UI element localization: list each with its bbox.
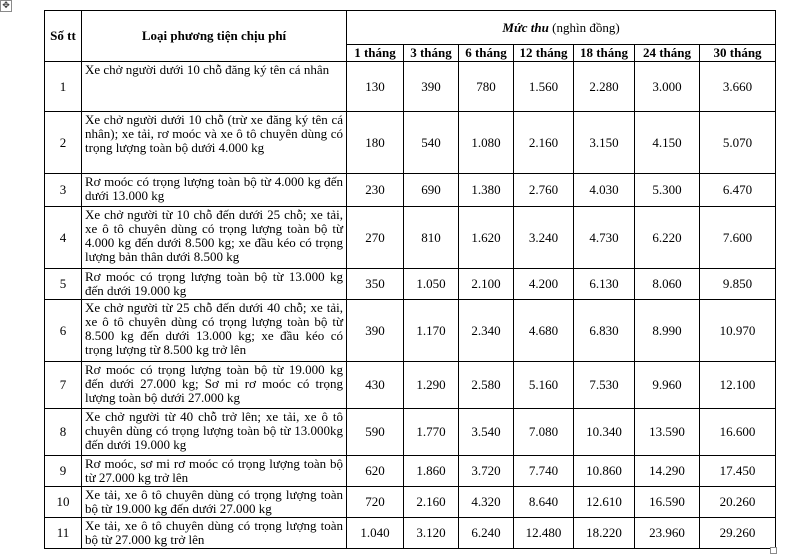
header-stt: Số tt [45,11,82,62]
table-row [45,269,776,300]
table-row [45,518,776,549]
fee-value: 1.290 [404,362,459,409]
row-number: 2 [45,112,82,174]
fee-value: 3.240 [514,207,574,269]
fee-value: 7.080 [514,409,574,456]
fee-value: 16.590 [635,487,700,518]
fee-value: 3.720 [459,456,514,487]
vehicle-description: Xe chở người dưới 10 chỗ (trừ xe đăng ký tên cá nhân); xe tải, rơ moóc và xe ô tô chuyên dùng có trọng lượng toàn bộ dưới 4.000 kg [82,112,347,174]
fee-value: 130 [347,62,404,112]
fee-value: 10.970 [700,300,776,362]
fee-value: 20.260 [700,487,776,518]
header-period: 6 tháng [459,45,514,62]
fee-value: 390 [347,300,404,362]
fee-value: 2.160 [514,112,574,174]
fee-value: 4.680 [514,300,574,362]
row-number: 7 [45,362,82,409]
row-number: 5 [45,269,82,300]
fee-value: 3.660 [700,62,776,112]
fee-value: 6.470 [700,174,776,207]
row-number: 3 [45,174,82,207]
fee-value: 1.170 [404,300,459,362]
fee-value: 13.590 [635,409,700,456]
table-row [45,112,776,174]
fee-table [44,10,776,549]
fee-value: 14.290 [635,456,700,487]
fee-value: 4.200 [514,269,574,300]
header-fee [347,11,776,45]
header-period: 1 tháng [347,45,404,62]
fee-value: 9.850 [700,269,776,300]
fee-value: 16.600 [700,409,776,456]
row-number: 11 [45,518,82,549]
fee-value: 720 [347,487,404,518]
fee-value: 10.860 [574,456,635,487]
fee-value: 1.380 [459,174,514,207]
fee-value: 4.730 [574,207,635,269]
fee-value: 590 [347,409,404,456]
vehicle-description: Rơ moóc có trọng lượng toàn bộ từ 4.000 kg đến dưới 13.000 kg [82,174,347,207]
fee-value: 3.540 [459,409,514,456]
fee-value: 1.040 [347,518,404,549]
fee-value: 690 [404,174,459,207]
fee-value: 6.130 [574,269,635,300]
vehicle-description: Rơ moóc có trọng lượng toàn bộ từ 19.000 kg đến dưới 27.000 kg; Sơ mi rơ moóc có trọng lượng toàn bộ dưới 27.000 kg [82,362,347,409]
fee-value: 18.220 [574,518,635,549]
fee-value: 2.580 [459,362,514,409]
fee-value: 2.340 [459,300,514,362]
header-fee-title: Mức thu [502,19,549,35]
table-row [45,456,776,487]
fee-value: 4.030 [574,174,635,207]
fee-value: 23.960 [635,518,700,549]
table-move-handle-icon[interactable]: ✥ [0,0,12,12]
fee-value: 1.620 [459,207,514,269]
vehicle-description: Rơ moóc, sơ mi rơ moóc có trọng lượng toàn bộ từ 27.000 kg trở lên [82,456,347,487]
header-vehicle-type: Loại phương tiện chịu phí [82,11,347,62]
vehicle-description: Xe chở người từ 10 chỗ đến dưới 25 chỗ; xe tải, xe ô tô chuyên dùng có trọng lượng toàn bộ từ 4.000 kg đến dưới 8.500 kg; xe đầu kéo có trọng lượng bản thân dưới 8.500 kg [82,207,347,269]
fee-value: 620 [347,456,404,487]
fee-value: 1.860 [404,456,459,487]
fee-value: 6.830 [574,300,635,362]
fee-value: 6.240 [459,518,514,549]
fee-value: 6.220 [635,207,700,269]
table-resize-handle[interactable] [770,547,777,554]
fee-value: 4.320 [459,487,514,518]
fee-value: 12.480 [514,518,574,549]
row-number: 8 [45,409,82,456]
header-period: 12 tháng [514,45,574,62]
fee-value: 5.160 [514,362,574,409]
fee-value: 2.100 [459,269,514,300]
fee-value: 3.000 [635,62,700,112]
fee-value: 10.340 [574,409,635,456]
fee-value: 7.600 [700,207,776,269]
fee-value: 5.070 [700,112,776,174]
vehicle-description: Xe tải, xe ô tô chuyên dùng có trọng lượng toàn bộ từ 27.000 kg trở lên [82,518,347,549]
table-row [45,409,776,456]
fee-value: 230 [347,174,404,207]
fee-value: 1.560 [514,62,574,112]
table-row [45,174,776,207]
fee-value: 270 [347,207,404,269]
header-period: 3 tháng [404,45,459,62]
table-row [45,362,776,409]
header-fee-unit: (nghìn đồng) [552,19,620,35]
fee-value: 390 [404,62,459,112]
fee-value: 8.990 [635,300,700,362]
fee-value: 1.080 [459,112,514,174]
fee-value: 2.760 [514,174,574,207]
fee-value: 430 [347,362,404,409]
fee-value: 8.060 [635,269,700,300]
fee-value: 2.160 [404,487,459,518]
fee-value: 3.120 [404,518,459,549]
fee-value: 29.260 [700,518,776,549]
fee-value: 2.280 [574,62,635,112]
fee-value: 9.960 [635,362,700,409]
header-period: 24 tháng [635,45,700,62]
header-period: 18 tháng [574,45,635,62]
fee-value: 4.150 [635,112,700,174]
fee-value: 12.100 [700,362,776,409]
table-row [45,487,776,518]
fee-value: 1.770 [404,409,459,456]
fee-value: 540 [404,112,459,174]
fee-value: 17.450 [700,456,776,487]
table-row [45,207,776,269]
header-period: 30 tháng [700,45,776,62]
fee-value: 1.050 [404,269,459,300]
row-number: 1 [45,62,82,112]
vehicle-description: Xe chở người từ 25 chỗ đến dưới 40 chỗ; xe tải, xe ô tô chuyên dùng có trọng lượng toàn bộ từ 8.500 kg đến dưới 13.000 kg; xe đầu kéo có trọng lượng từ 8.500 kg trở lên [82,300,347,362]
table-row [45,62,776,112]
fee-value: 7.740 [514,456,574,487]
fee-value: 3.150 [574,112,635,174]
fee-value: 810 [404,207,459,269]
fee-value: 8.640 [514,487,574,518]
fee-value: 780 [459,62,514,112]
fee-value: 180 [347,112,404,174]
vehicle-description: Xe chở người dưới 10 chỗ đăng ký tên cá nhân [82,62,347,112]
table-row [45,300,776,362]
fee-value: 5.300 [635,174,700,207]
vehicle-description: Xe tải, xe ô tô chuyên dùng có trọng lượng toàn bộ từ 19.000 kg đến dưới 27.000 kg [82,487,347,518]
fee-value: 350 [347,269,404,300]
vehicle-description: Rơ moóc có trọng lượng toàn bộ từ 13.000 kg đến dưới 19.000 kg [82,269,347,300]
vehicle-description: Xe chở người từ 40 chỗ trở lên; xe tải, xe ô tô chuyên dùng có trọng lượng toàn bộ từ 13.000kg đến dưới 19.000 kg [82,409,347,456]
row-number: 6 [45,300,82,362]
row-number: 4 [45,207,82,269]
row-number: 10 [45,487,82,518]
fee-value: 7.530 [574,362,635,409]
fee-value: 12.610 [574,487,635,518]
row-number: 9 [45,456,82,487]
